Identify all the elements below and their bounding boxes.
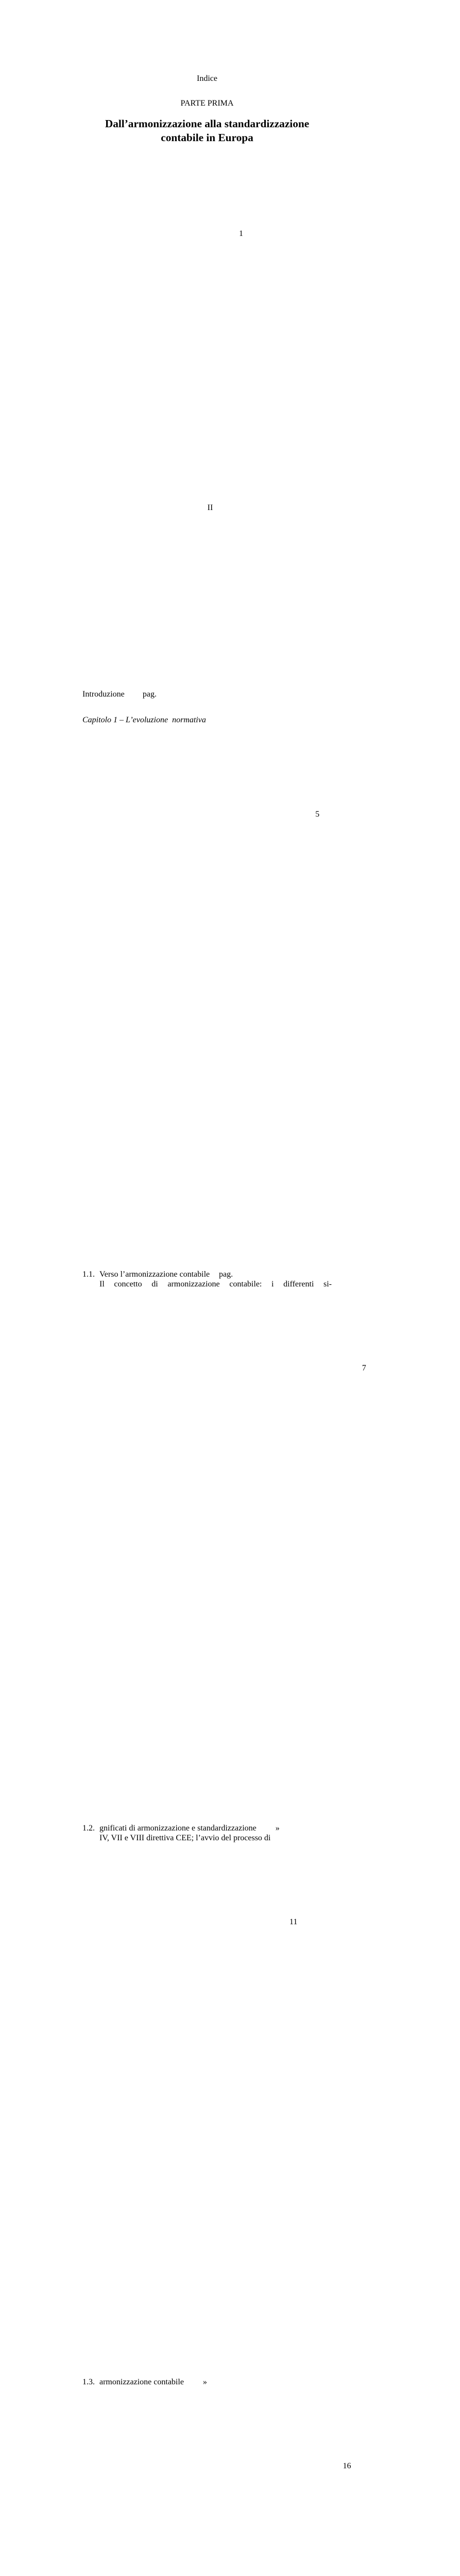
entry-body	[82, 155, 332, 699]
entry-body	[99, 1280, 366, 1834]
part-title	[82, 117, 332, 145]
page-ref-label: »	[275, 1824, 280, 1833]
entry-body	[99, 2387, 351, 2576]
entry-title-line	[99, 1843, 332, 2387]
intro-entries	[82, 155, 332, 699]
page-number: 5	[233, 736, 408, 1280]
page-number: 1	[157, 155, 332, 699]
entry-title-line: IV, VII e VIII direttiva CEE; l’avvio del processo di	[99, 1833, 271, 1842]
toc-entry	[82, 736, 332, 1280]
page-number-footer: II	[207, 503, 213, 512]
page-ref-label: pag.	[142, 689, 157, 699]
entry-number: 1.1.	[82, 1270, 95, 1279]
toc-entry	[82, 1280, 366, 1834]
entry-body	[99, 1834, 332, 2387]
page-number: 11	[207, 1843, 386, 2387]
toc-entry	[82, 155, 332, 699]
entry-title: armonizzazione contabile	[99, 2377, 184, 2386]
toc-entry	[82, 2387, 351, 2576]
part-label: PARTE PRIMA	[180, 98, 234, 108]
entry-title-line	[82, 155, 332, 699]
toc-part	[82, 98, 366, 2576]
page-ref-label: »	[202, 2377, 207, 2386]
entry-number: 1.2.	[82, 1824, 95, 1833]
chapter-entries	[82, 736, 366, 2576]
toc-body	[82, 98, 366, 2576]
entry-body	[99, 736, 332, 1280]
page-ref-label: pag.	[219, 1270, 233, 1279]
part-title-line: Dall’armonizzazione alla standardizzazione	[105, 117, 310, 130]
page-number: 7	[280, 1290, 455, 1834]
entry-number: 1.3.	[82, 2377, 95, 2386]
chapter-heading: Capitolo 1 – L’evoluzione normativa	[82, 716, 206, 725]
entry-title: Introduzione	[82, 689, 125, 699]
part-title-line: contabile in Europa	[161, 131, 253, 144]
entry-title-line	[99, 2387, 351, 2576]
entry-title-line	[99, 736, 332, 1280]
page-number: 16	[260, 2387, 439, 2576]
entry-title: Verso l’armonizzazione contabile	[99, 1270, 210, 1279]
entry-title-line	[99, 1290, 366, 1834]
toc-heading: Indice	[197, 74, 217, 83]
entry-title-line: Il concetto di armonizzazione contabile: i differenti si-	[99, 1280, 332, 1289]
toc-entry	[82, 1834, 332, 2387]
entry-title: gnificati di armonizzazione e standardizzazione	[99, 1824, 257, 1833]
